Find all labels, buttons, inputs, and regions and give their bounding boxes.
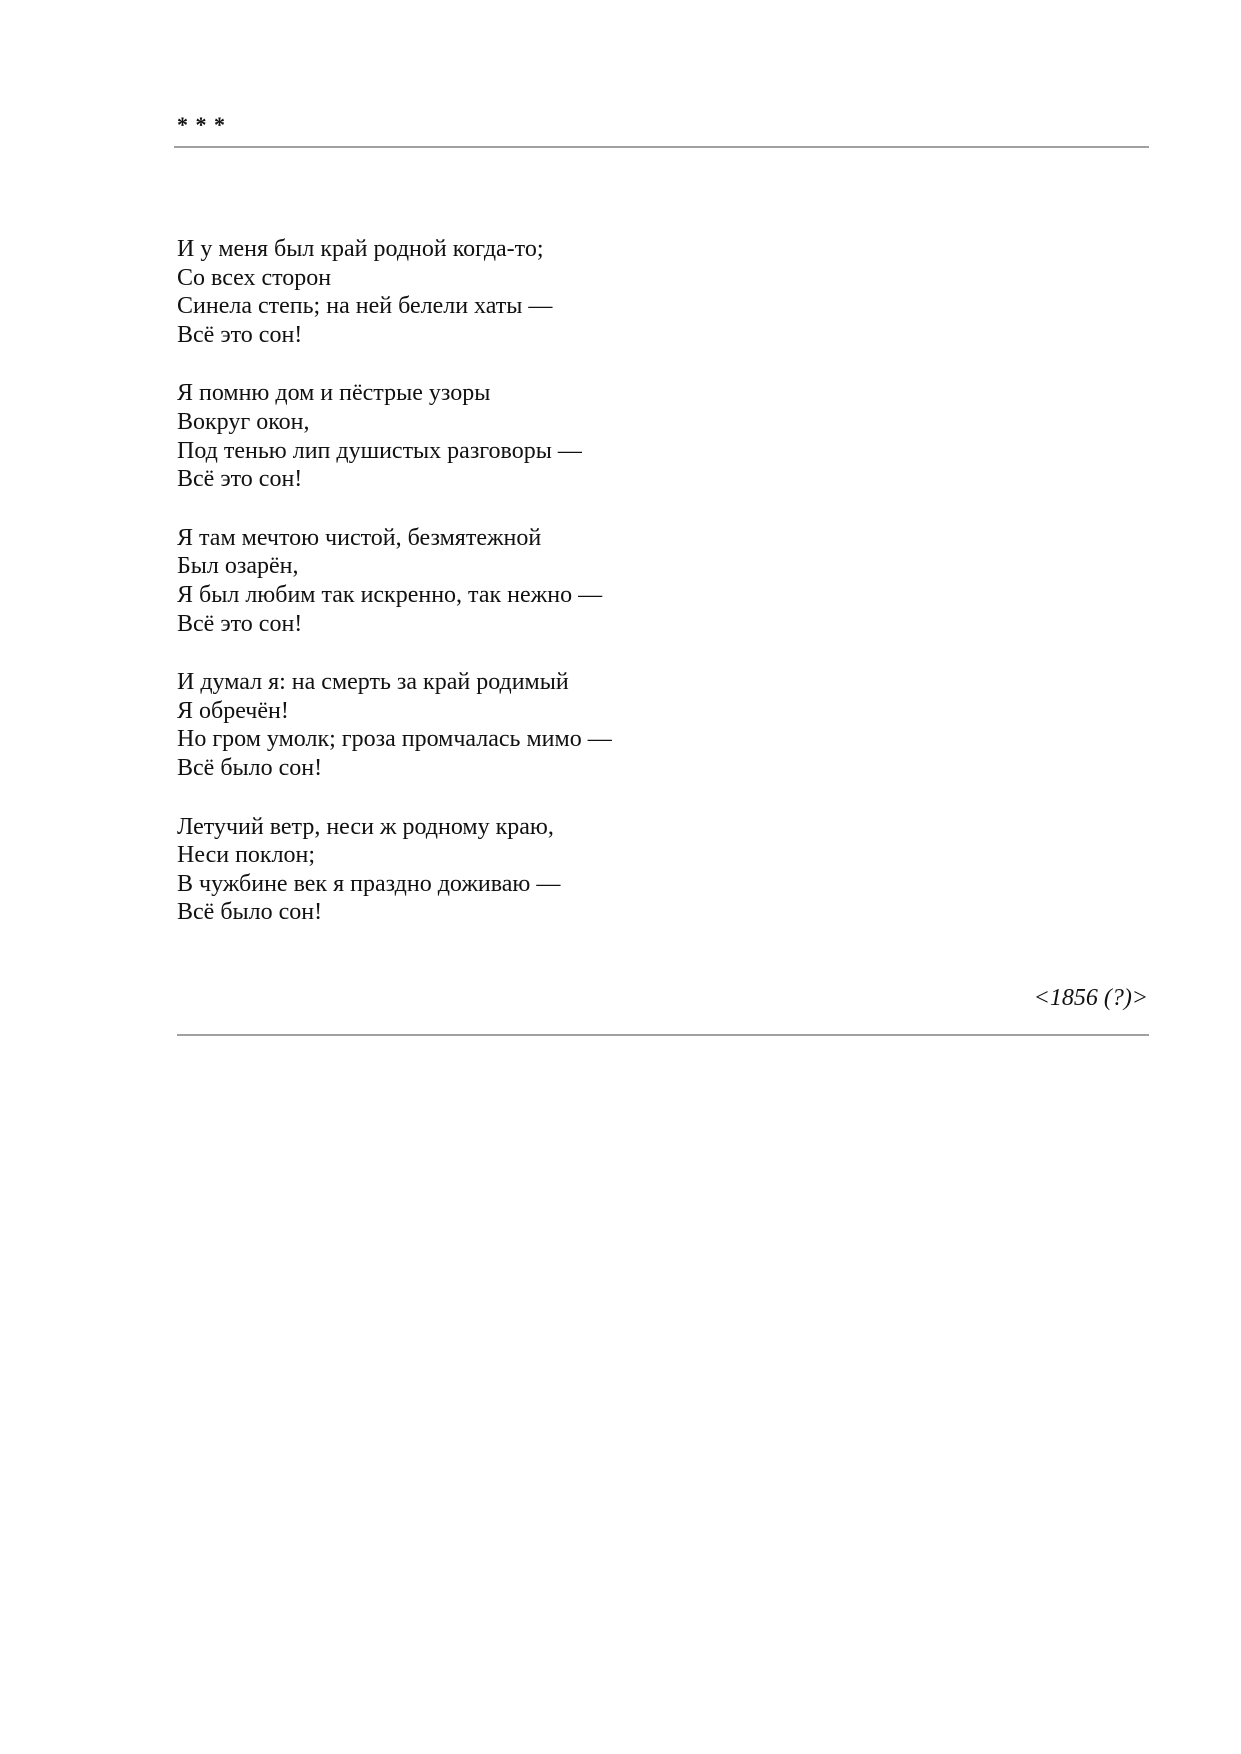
poem-line: Всё было сон! (177, 754, 323, 781)
poem-line: Летучий ветр, неси ж родному краю, (177, 813, 554, 840)
bottom-divider (177, 1034, 1149, 1036)
poem-line: В чужбине век я праздно доживаю — (177, 870, 561, 897)
stanza (177, 813, 1077, 927)
poem-body (177, 235, 1077, 957)
poem-line: Неси поклон; (177, 842, 316, 869)
poem-line: Всё это сон! (177, 610, 303, 637)
poem-line: И у меня был край родной когда-то; (177, 236, 544, 262)
poem-line: Я был любим так искренно, так нежно — (177, 581, 603, 608)
stanza (177, 379, 1077, 493)
poem-heading: * * * (177, 112, 226, 137)
poem-line: Со всех сторон (177, 264, 332, 291)
poem-line: Был озарён, (177, 553, 299, 580)
poem-line: Всё это сон! (177, 466, 303, 493)
poem-line: Но гром умолк; гроза промчалась мимо — (177, 726, 612, 753)
poem-line: Всё это сон! (177, 321, 303, 348)
poem-line: Я там мечтою чистой, безмятежной (177, 524, 542, 551)
stanza (177, 524, 1077, 638)
stanza (177, 235, 1077, 349)
poem-line: Я обречён! (177, 697, 289, 724)
poem-line: Вокруг окон, (177, 408, 310, 435)
top-divider (174, 146, 1149, 148)
poem-line: И думал я: на смерть за край родимый (177, 669, 569, 696)
poem-line: Всё было сон! (177, 899, 323, 926)
poem-line: Под тенью лип душистых разговоры — (177, 437, 582, 464)
poem-date: <1856 (?)> (1033, 985, 1148, 1011)
poem-line: Я помню дом и пёстрые узоры (177, 380, 491, 407)
stanza (177, 668, 1077, 782)
poem-line: Синела степь; на ней белели хаты — (177, 293, 553, 320)
